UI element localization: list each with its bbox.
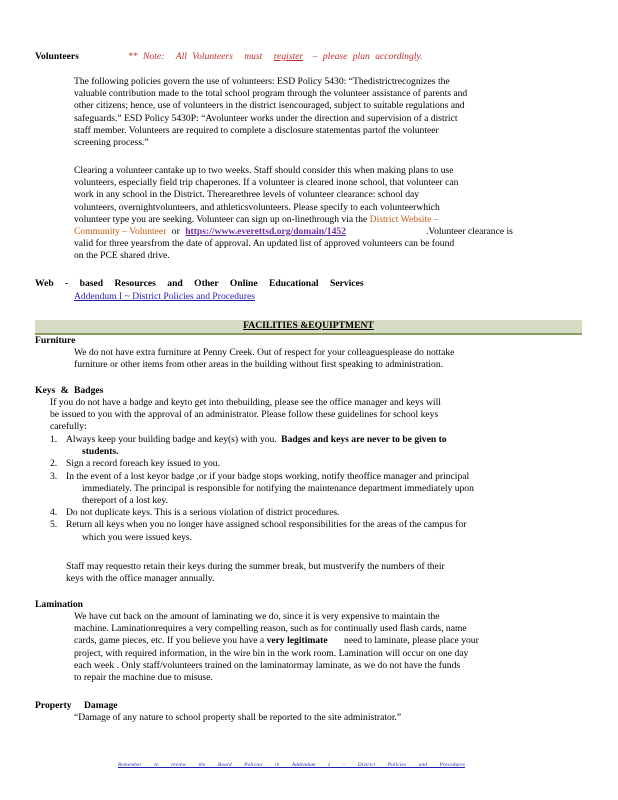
- facilities-heading: FACILITIES &EQUIPTMENT: [243, 320, 374, 331]
- lamination-line: machine. Laminationrequires a very compelling reason, such as for continually used flash cards, name: [74, 623, 467, 635]
- furniture-line: furniture or other items from other areas in the building without first speaking to administration.: [74, 359, 444, 371]
- item-text: Do not duplicate keys. This is a serious violation of district procedures.: [66, 507, 340, 519]
- clearance-line: volunteers, especially field trip chaperones. If a volunteer is cleared inone school, that volunteer can: [74, 177, 459, 189]
- lamination-line: project, with required information, in the wire bin in the work room. Lamination will occur on one day: [74, 647, 469, 659]
- list-item: [50, 519, 571, 543]
- item-number: 2.: [50, 458, 58, 470]
- policy-line: safeguards.” ESD Policy 5430P: “Avolunteer works under the direction and supervision of a district: [74, 112, 458, 124]
- list-item: [50, 471, 571, 508]
- keys-guidelines-list: [50, 434, 571, 544]
- property-damage-heading: Property Damage: [35, 700, 118, 711]
- item-number: 4.: [50, 507, 58, 519]
- volunteers-note: [128, 51, 423, 63]
- list-item: [50, 507, 571, 519]
- item-number: 3.: [50, 470, 58, 482]
- footer-reminder-link[interactable]: Remember to review the Board Policies in Addendum I – District Policies and Procedures: [118, 762, 466, 768]
- lamination-text-bold: very legitimate: [266, 635, 328, 647]
- item-text-bold: students.: [82, 446, 119, 458]
- policy-line: valuable contribution made to the total school program through the volunteer assistance of parents and: [74, 88, 468, 100]
- item-text: which you were issued keys.: [82, 531, 193, 543]
- list-item: [50, 458, 571, 470]
- district-website-link[interactable]: District Website –: [369, 213, 439, 225]
- note-suffix: – please plan accordingly.: [312, 51, 423, 62]
- policy-line: The following policies govern the use of volunteers: ESD Policy 5430: “Thedistrictrecognizes the: [74, 76, 450, 87]
- volunteer-clearance-paragraph: [74, 165, 571, 263]
- item-text-bold: Badges and keys are never to be given to: [281, 434, 447, 445]
- item-text: Sign a record foreach key issued to you.: [66, 458, 220, 470]
- keys-heading: Keys & Badges: [35, 385, 104, 396]
- item-text: Return all keys when you no longer have assigned school responsibilities for the areas of the campus for: [66, 519, 467, 531]
- note-register: register: [273, 51, 304, 62]
- lamination-text: need to laminate, please place your: [344, 635, 479, 647]
- item-number: 5.: [50, 519, 58, 531]
- policy-line: screening process.”: [74, 137, 149, 149]
- clearance-line: volunteers, overnightvolunteers, and athleticsvolunteers. Please specify to each volunteerwhich: [74, 201, 440, 213]
- clearance-line: Clearing a volunteer cantake up to two weeks. Staff should consider this when making plans to use: [74, 165, 454, 176]
- lamination-text: cards, game pieces, etc. If you believe you have a: [74, 635, 265, 647]
- community-volunteer-link[interactable]: Community – Volunteer: [74, 226, 167, 238]
- item-number: 1.: [50, 434, 58, 445]
- clearance-line: [74, 226, 571, 238]
- clearance-text: or: [171, 226, 180, 238]
- furniture-paragraph: [74, 347, 571, 371]
- facilities-section-bar: [35, 320, 582, 335]
- furniture-line: We do not have extra furniture at Penny Creek. Out of respect for your colleaguesplease do nottake: [74, 347, 455, 358]
- clearance-text: volunteer type you are seeking. Volunteer can sign up on-linethrough via the: [74, 213, 368, 225]
- clearance-line: valid for three yearsfrom the date of approval. An updated list of approved volunteers can be found: [74, 238, 455, 250]
- lamination-line: to repair the machine due to misuse.: [74, 672, 213, 684]
- keys-intro-line: carefully:: [50, 421, 87, 433]
- item-text: immediately. The principal is responsible for notifying the maintenance department immediately upon: [82, 482, 474, 494]
- note-must: must: [244, 51, 263, 62]
- lamination-line: each week . Only staff/volunteers trained on the laminatormay laminate, as we do not have the funds: [74, 659, 461, 671]
- furniture-heading: Furniture: [35, 335, 76, 346]
- lamination-line: We have cut back on the amount of laminating we do, since it is very expensive to maintain the: [74, 611, 440, 622]
- volunteer-policy-paragraph: [74, 76, 571, 149]
- keys-intro: [50, 397, 571, 434]
- lamination-paragraph: [74, 611, 571, 684]
- policy-line: other citizens; hence, use of volunteers in the district isencouraged, subject to suitable regulations and: [74, 100, 465, 112]
- keys-summer-paragraph: [66, 561, 556, 585]
- volunteer-url-link[interactable]: https://www.everettsd.org/domain/1452: [185, 226, 346, 238]
- clearance-text: .Volunteer clearance is: [425, 226, 513, 238]
- policy-line: staff member. Volunteers are required to complete a disclosure statementas partof the volunteer: [74, 124, 439, 136]
- list-item: [50, 434, 571, 458]
- lamination-line: [74, 635, 571, 647]
- property-damage-text: “Damage of any nature to school property shall be reported to the site administrator.”: [74, 712, 402, 723]
- note-prefix: ** Note:: [128, 51, 165, 62]
- lamination-heading: Lamination: [35, 599, 83, 610]
- volunteers-heading: Volunteers: [35, 51, 79, 62]
- note-middle: All Volunteers: [175, 51, 233, 62]
- web-resources-heading: Web - based Resources and Other Online Educational Services: [35, 278, 364, 289]
- keys-intro-line: be issued to you with the approval of an administrator. Please follow these guidelines for school keys: [50, 409, 439, 421]
- clearance-line: [74, 214, 571, 226]
- summer-line: keys with the office manager annually.: [66, 573, 215, 585]
- item-text: Always keep your building badge and key(s) with you.: [66, 434, 277, 445]
- addendum-link[interactable]: Addendum I ~ District Policies and Procedures: [74, 291, 256, 302]
- summer-line: Staff may requestto retain their keys during the summer break, but mustverify the numbers of their: [66, 561, 445, 572]
- item-text: In the event of a lost keyor badge ,or if your badge stops working, notify theoffice manager and principal: [66, 470, 470, 482]
- item-text: thereport of a lost key.: [82, 495, 168, 507]
- keys-intro-line: If you do not have a badge and keyto get into thebuilding, please see the office manager and keys will: [50, 397, 441, 408]
- clearance-line: on the PCE shared drive.: [74, 250, 170, 262]
- clearance-line: work in any school in the District. Therearethree levels of volunteer clearance: school day: [74, 189, 420, 201]
